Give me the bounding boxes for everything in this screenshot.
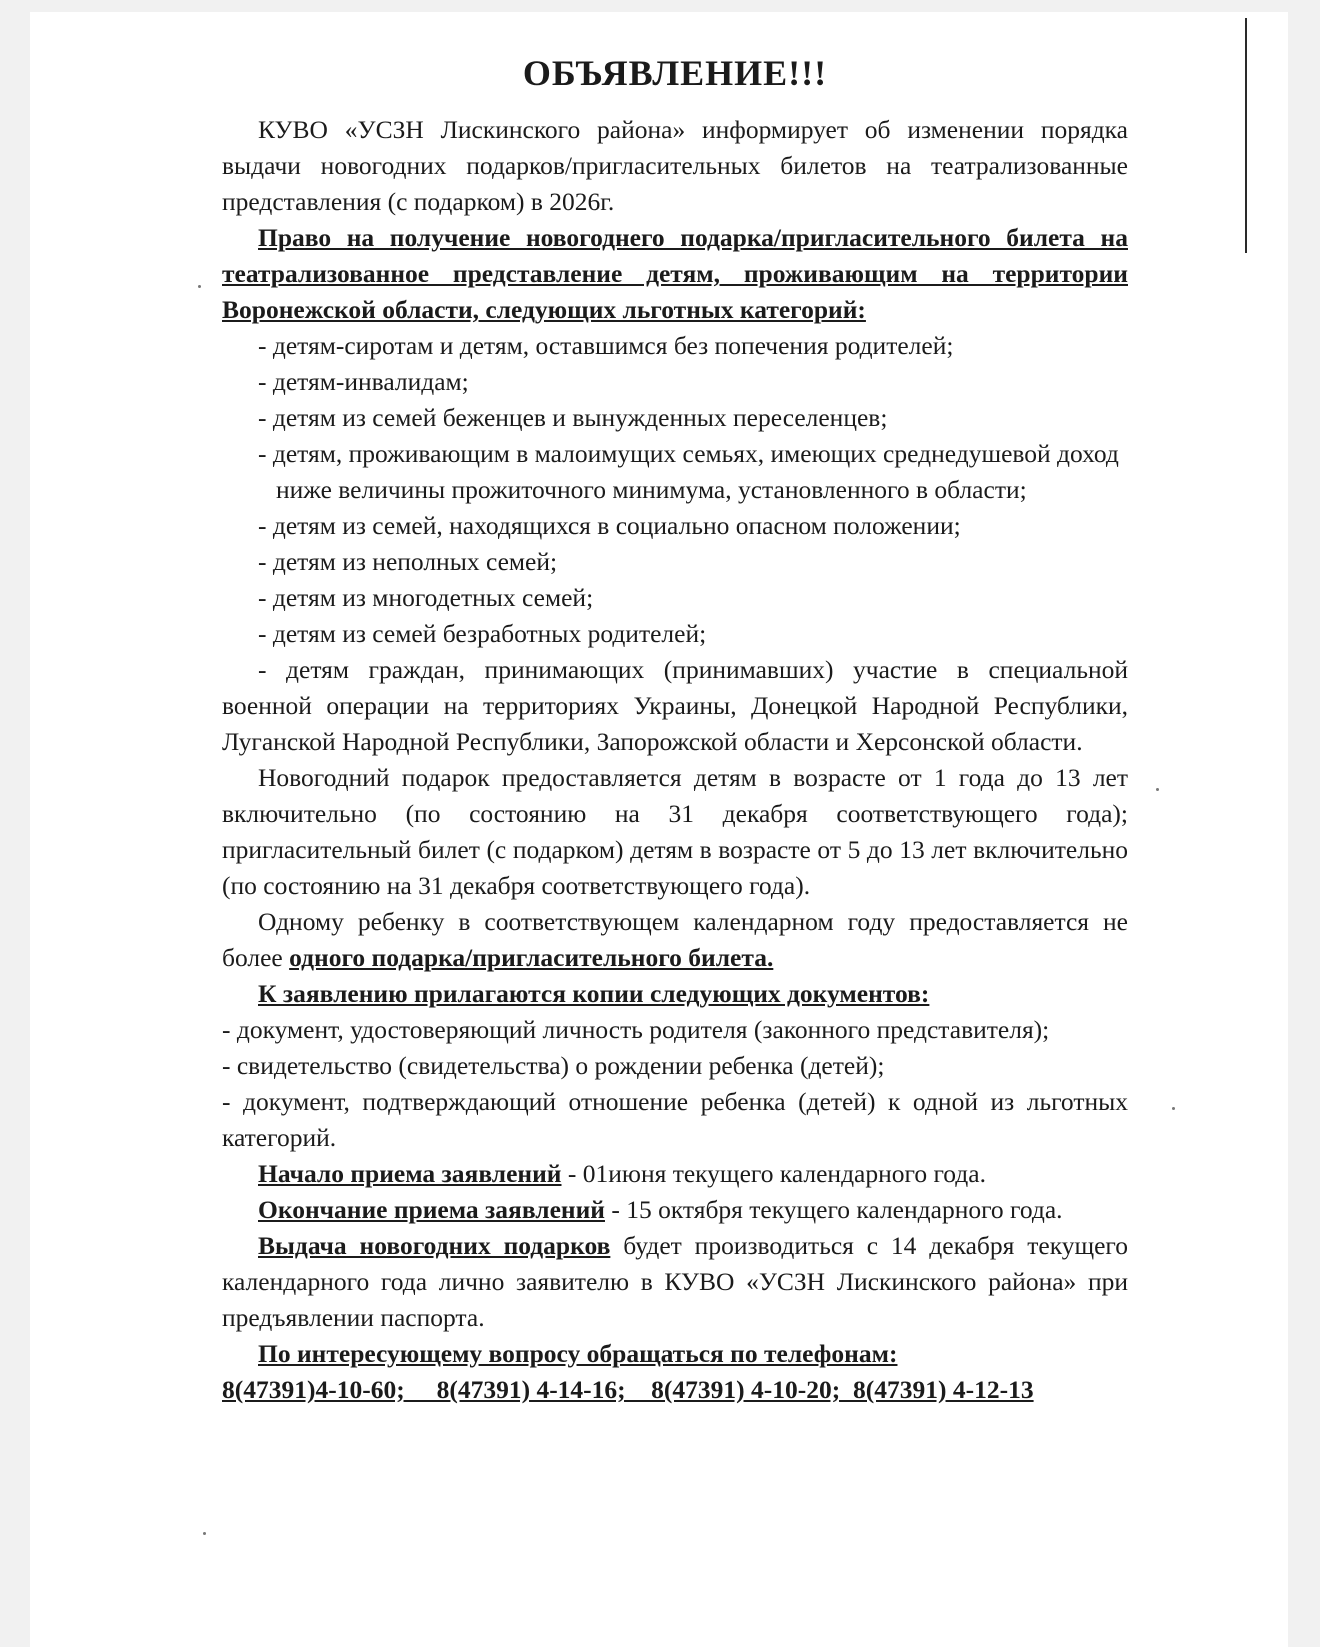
category-item: - детям из семей беженцев и вынужденных переселенцев; [258, 403, 888, 432]
category-item: - детям из многодетных семей; [258, 583, 594, 612]
limit-text: Одному ребенку в соответствующем календарном году предоставляется не более [222, 907, 1128, 972]
end-label: Окончание приема заявлений [258, 1195, 605, 1224]
intro-paragraph: КУВО «УСЗН Лискинского района» информирует об изменении порядка выдачи новогодних подарков/пригласительных билетов на театрализованные представления (с подарком) в 2026г. [222, 115, 1128, 216]
document-item: - документ, подтверждающий отношение ребенка (детей) к одной из льготных категорий. [222, 1087, 1128, 1152]
start-date-paragraph [222, 1156, 1128, 1192]
category-item: - детям-сиротам и детям, оставшимся без попечения родителей; [258, 331, 954, 360]
phone-numbers: 8(47391)4-10-60; 8(47391) 4-14-16; 8(47391) 4-10-20; 8(47391) 4-12-13 [222, 1375, 1034, 1404]
limit-paragraph [222, 904, 1128, 976]
contacts-heading: По интересующему вопросу обращаться по телефонам: [258, 1339, 898, 1368]
category-item: - детям, проживающим в малоимущих семьях, имеющих среднедушевой доход ниже величины прожиточного минимума, установленного в области; [258, 439, 1119, 504]
announcement-body [222, 50, 1128, 1408]
document-item: - документ, удостоверяющий личность родителя (законного представителя); [222, 1015, 1050, 1044]
end-date-paragraph [222, 1192, 1128, 1228]
issue-text: будет производиться с 14 декабря текущего календарного года лично заявителю в КУВО «УСЗН Лискинского района» при предъявлении паспорта. [222, 1231, 1128, 1332]
svo-category-paragraph: - детям граждан, принимающих (принимавших) участие в специальной военной операции на территориях Украины, Донецкой Народной Республики, Луганской Народной Республики, Запорожской области и Херсонской области. [222, 655, 1128, 756]
start-label: Начало приема заявлений [258, 1159, 562, 1188]
end-text: - 15 октября текущего календарного года. [604, 1195, 1063, 1224]
scan-speck [198, 285, 201, 288]
scan-edge-line [1245, 18, 1247, 253]
category-item: - детям-инвалидам; [258, 367, 469, 396]
issue-paragraph [222, 1228, 1128, 1336]
documents-list [222, 1012, 1128, 1156]
limit-emphasis: одного подарка/пригласительного билета. [289, 943, 774, 972]
eligibility-heading: Право на получение новогоднего подарка/пригласительного билета на театрализованное представление детям, проживающим на территории Воронежской области, следующих льготных категорий: [222, 223, 1128, 324]
document-item: - свидетельство (свидетельства) о рождении ребенка (детей); [222, 1051, 885, 1080]
category-list [222, 328, 1128, 652]
age-paragraph: Новогодний подарок предоставляется детям в возрасте от 1 года до 13 лет включительно (по состоянию на 31 декабря соответствующего года); пригласительный билет (с подарком) детям в возрасте от 5 до 13 лет включительно (по состоянию на 31 декабря соответствующего года). [222, 763, 1128, 900]
category-item: - детям из неполных семей; [258, 547, 558, 576]
category-item: - детям из семей безработных родителей; [258, 619, 707, 648]
scan-speck [203, 1532, 206, 1535]
announcement-title: ОБЪЯВЛЕНИЕ!!! [522, 53, 828, 93]
scan-speck [1172, 1107, 1175, 1110]
start-text: - 01июня текущего календарного года. [561, 1159, 986, 1188]
category-item: - детям из семей, находящихся в социально опасном положении; [258, 511, 961, 540]
issue-label: Выдача новогодних подарков [258, 1231, 611, 1260]
documents-heading: К заявлению прилагаются копии следующих документов: [258, 979, 930, 1008]
scan-speck [1156, 788, 1159, 791]
